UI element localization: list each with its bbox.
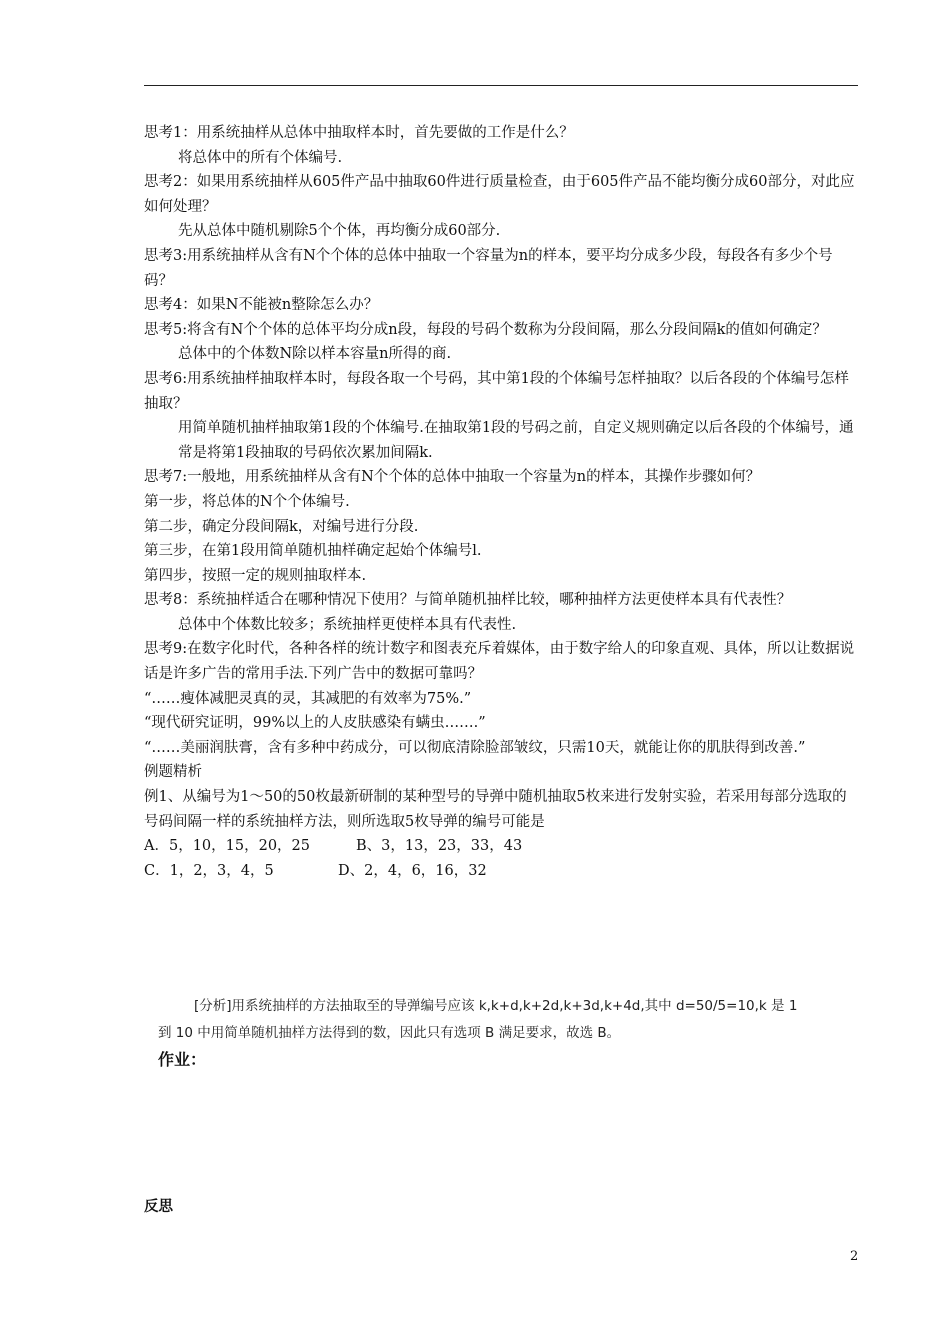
text-line: 思考8：系统抽样适合在哪种情况下使用？与简单随机抽样比较，哪种抽样方法更使样本具有代表性？ [144, 592, 792, 609]
text-line: “现代研究证明，99%以上的人皮肤感染有螨虫…….” [144, 715, 486, 732]
analysis-line-1: [分析]用系统抽样的方法抽取至的导弹编号应该 k,k+d,k+2d,k+3d,k+4d,其中 d=50/5=10,k 是 1 [194, 998, 798, 1014]
document-body [144, 121, 860, 883]
choice-a: A．5，10，15，20，25 [144, 838, 310, 855]
text-line: 将总体中的所有个体编号. [178, 149, 343, 166]
text-line: 第一步，将总体的N个个体编号. [144, 493, 350, 510]
analysis-line-2: 到 10 中用简单随机抽样方法得到的数，因此只有选项 B 满足要求，故选 B。 [158, 1025, 621, 1041]
text-line: 思考1：用系统抽样从总体中抽取样本时，首先要做的工作是什么？ [144, 125, 574, 141]
text-line: 思考7:一般地，用系统抽样从含有N个个体的总体中抽取一个容量为n的样本，其操作步骤如何？ [144, 469, 761, 486]
text-line: “……瘦体减肥灵真的灵，其减肥的有效率为75%.” [144, 690, 472, 707]
analysis-block [158, 993, 858, 1047]
text-line: 第三步，在第1段用简单随机抽样确定起始个体编号l. [144, 543, 482, 560]
reflection-heading: 反思 [144, 1199, 173, 1215]
text-line: 思考9:在数字化时代，各种各样的统计数字和图表充斥着媒体，由于数字给人的印象直观、具体，所以让数据说话是许多广告的常用手法.下列广告中的数据可靠吗？ [144, 641, 855, 683]
text-line: 总体中的个体数N除以样本容量n所得的商. [178, 346, 452, 363]
text-line: 思考3:用系统抽样从含有N个个体的总体中抽取一个容量为n的样本，要平均分成多少段，每段各有多少个号码？ [144, 247, 833, 289]
choice-b: B、3，13，23，33，43 [356, 838, 523, 855]
choices-row-1 [144, 834, 860, 859]
text-line: 先从总体中随机剔除5个个体，再均衡分成60部分. [178, 223, 501, 240]
text-line: 思考4：如果N不能被n整除怎么办？ [144, 297, 379, 314]
choice-c: C．1，2，3，4，5 [144, 862, 274, 879]
text-line: 思考5:将含有N个个体的总体平均分成n段，每段的号码个数称为分段间隔，那么分段间隔k的值如何确定？ [144, 321, 827, 338]
text-line: 例题精析 [144, 764, 202, 781]
text-line: 思考6:用系统抽样抽取样本时，每段各取一个号码，其中第1段的个体编号怎样抽取？以后各段的个体编号怎样抽取？ [144, 370, 849, 412]
choices-row-2 [144, 859, 860, 884]
text-line: 第二步，确定分段间隔k，对编号进行分段. [144, 518, 419, 535]
homework-heading: 作业： [158, 1050, 207, 1069]
text-line: 总体中个体数比较多；系统抽样更使样本具有代表性. [178, 616, 517, 633]
choice-d: D、2，4，6，16，32 [338, 862, 487, 879]
text-line: 思考2：如果用系统抽样从605件产品中抽取60件进行质量检查，由于605件产品不能均衡分成60部分，对此应如何处理？ [144, 174, 855, 215]
text-line: 例1、从编号为1～50的50枚最新研制的某种型号的导弹中随机抽取5枚来进行发射实验，若采用每部分选取的号码间隔一样的系统抽样方法，则所选取5枚导弹的编号可能是 [144, 789, 847, 830]
text-line: 第四步，按照一定的规则抽取样本. [144, 567, 367, 584]
text-line: 用简单随机抽样抽取第1段的个体编号.在抽取第1段的号码之前，自定义规则确定以后各段的个体编号，通常是将第1段抽取的号码依次累加间隔k. [178, 420, 854, 461]
text-line: “……美丽润肤膏，含有多种中药成分，可以彻底清除脸部皱纹，只需10天，就能让你的肌肤得到改善.” [144, 739, 806, 756]
header-rule [144, 85, 858, 86]
text-lines [144, 121, 860, 834]
page-number: 2 [850, 1249, 859, 1264]
